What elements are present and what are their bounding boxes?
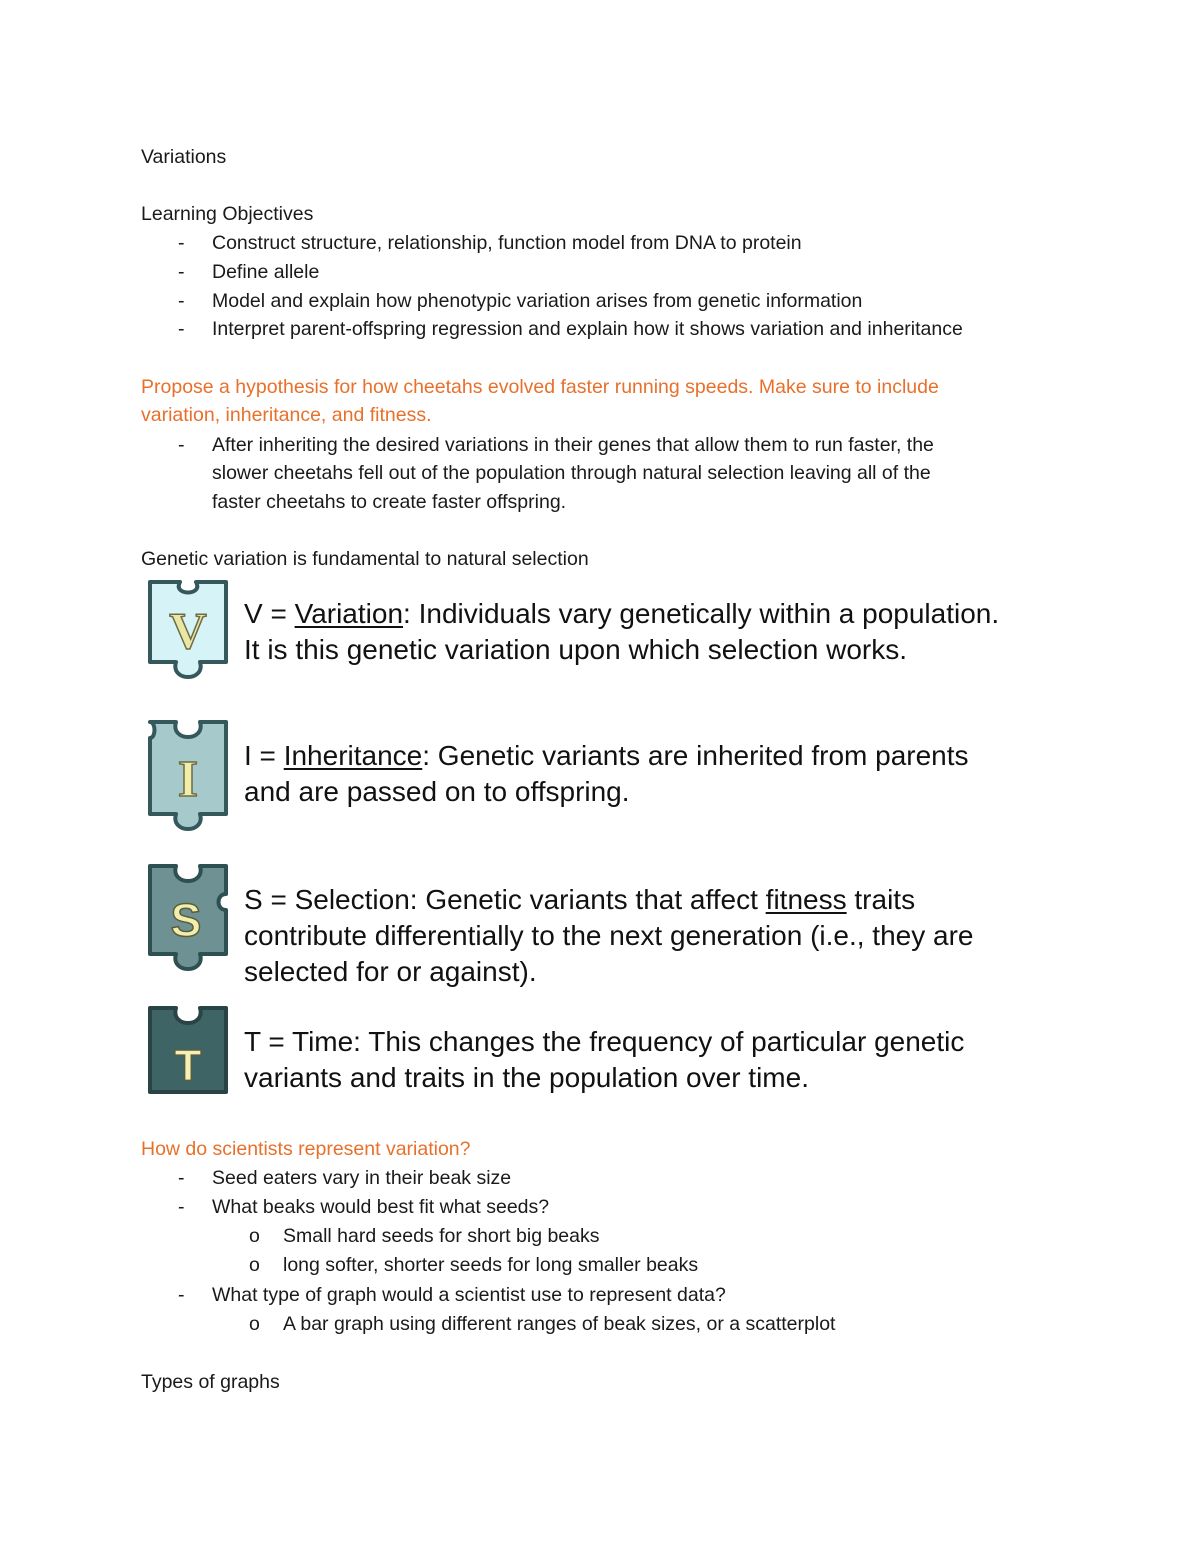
- visit-text-variation: [244, 596, 999, 668]
- bullet-dash: -: [178, 232, 185, 254]
- bullet-text: Seed eaters vary in their beak size: [212, 1167, 512, 1189]
- visit-line: [244, 738, 969, 774]
- visit-row-selection: [146, 862, 1066, 986]
- visit-rest: traits: [846, 884, 916, 915]
- s-tile-letter: S: [170, 894, 202, 946]
- types-of-graphs-heading: Types of graphs: [141, 1371, 280, 1393]
- v-tile-letter: V: [169, 603, 207, 660]
- visit-line: variants and traits in the population over time.: [244, 1062, 809, 1093]
- sub-bullet-text: Small hard seeds for short big beaks: [283, 1225, 600, 1247]
- objective-text: Interpret parent-offspring regression and explain how it shows variation and inheritance: [212, 318, 963, 340]
- visit-prefix: V =: [244, 598, 295, 629]
- visit-term: fitness: [765, 884, 847, 915]
- visit-prefix: S = Selection: Genetic variants that affect: [244, 884, 766, 915]
- i-tile-icon: [146, 718, 230, 834]
- bullet-dash: -: [178, 318, 185, 340]
- visit-rest: : Individuals vary genetically within a population.: [403, 598, 1000, 629]
- bullet-dash: -: [178, 1196, 185, 1218]
- hypothesis-prompt-line: Propose a hypothesis for how cheetahs evolved faster running speeds. Make sure to include: [141, 376, 939, 398]
- page-title: Variations: [141, 146, 227, 168]
- visit-row-inheritance: [146, 718, 1066, 838]
- visit-term: Variation: [294, 598, 404, 629]
- bullet-dash: -: [178, 290, 185, 312]
- bullet-dash: -: [178, 434, 185, 456]
- represent-question: How do scientists represent variation?: [141, 1138, 471, 1160]
- visit-line: contribute differentially to the next generation (i.e., they are: [244, 920, 974, 951]
- hypothesis-answer-line: After inheriting the desired variations in their genes that allow them to run faster, the: [212, 434, 934, 456]
- hypothesis-answer-line: slower cheetahs fell out of the population through natural selection leaving all of the: [212, 462, 931, 484]
- hypothesis-answer-line: faster cheetahs to create faster offspring.: [212, 491, 567, 513]
- bullet-text: What type of graph would a scientist use to represent data?: [212, 1284, 726, 1306]
- visit-text-selection: [244, 882, 973, 990]
- sub-bullet-marker: o: [249, 1254, 260, 1276]
- hypothesis-prompt-line: variation, inheritance, and fitness.: [141, 404, 432, 426]
- sub-bullet-marker: o: [249, 1225, 260, 1247]
- t-tile-icon: [146, 1004, 230, 1100]
- objectives-heading: Learning Objectives: [141, 203, 314, 225]
- visit-line: [244, 882, 973, 918]
- visit-line: selected for or against).: [244, 956, 537, 987]
- visit-prefix: I =: [244, 740, 284, 771]
- visit-line: It is this genetic variation upon which selection works.: [244, 634, 907, 665]
- bullet-dash: -: [178, 261, 185, 283]
- objective-text: Model and explain how phenotypic variation arises from genetic information: [212, 290, 863, 312]
- visit-text-time: [244, 1024, 964, 1096]
- visit-line: T = Time: This changes the frequency of particular genetic: [244, 1026, 965, 1057]
- visit-row-time: [146, 1004, 1066, 1100]
- sub-bullet-text: long softer, shorter seeds for long smaller beaks: [283, 1254, 699, 1276]
- bullet-dash: -: [178, 1167, 185, 1189]
- t-tile-letter: T: [174, 1041, 202, 1090]
- objective-text: Construct structure, relationship, function model from DNA to protein: [212, 232, 802, 254]
- objective-text: Define allele: [212, 261, 320, 283]
- visit-line: and are passed on to offspring.: [244, 776, 630, 807]
- v-tile-icon: [146, 578, 230, 694]
- sub-bullet-text: A bar graph using different ranges of beak sizes, or a scatterplot: [283, 1313, 836, 1335]
- s-tile-icon: [146, 862, 230, 978]
- sub-bullet-marker: o: [249, 1313, 260, 1335]
- visit-row-variation: [146, 578, 1066, 698]
- bullet-text: What beaks would best fit what seeds?: [212, 1196, 550, 1218]
- genetic-variation-heading: Genetic variation is fundamental to natural selection: [141, 548, 589, 570]
- visit-line: [244, 596, 999, 632]
- visit-rest: : Genetic variants are inherited from parents: [422, 740, 969, 771]
- visit-text-inheritance: [244, 738, 969, 810]
- bullet-dash: -: [178, 1284, 185, 1306]
- visit-term: Inheritance: [283, 740, 423, 771]
- i-tile-letter: I: [177, 751, 199, 808]
